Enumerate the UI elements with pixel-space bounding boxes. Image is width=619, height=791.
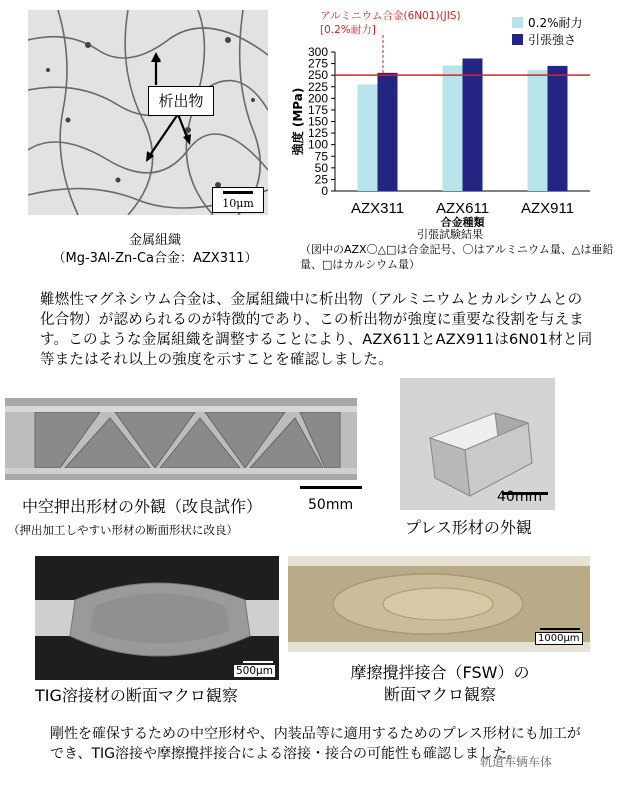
press-scale-label: 40mm [497,489,543,505]
y-tick-label: 50 [314,160,328,175]
reference-label-line1: アルミニウム合金(6N01)(JIS) [320,10,461,22]
watermark: 轨道车辆车体 [480,755,553,769]
micrograph-caption [20,232,290,268]
extrusion-scale-bar [300,486,362,489]
micrograph-caption-title: 金属組織 [128,233,181,248]
precipitate-callout: 析出物 [148,86,214,116]
y-tick-label: 100 [307,137,328,152]
y-tick-label: 75 [314,149,328,164]
fsw-caption [340,662,540,706]
bar-AZX911-tensile [548,66,568,191]
x-tick-label: AZX911 [520,200,575,217]
fsw-scale-bar [540,628,580,630]
y-tick-label: 225 [307,79,328,94]
y-tick-label: 300 [307,45,328,59]
x-tick-label: AZX311 [350,200,405,217]
micrograph-scale-label: 10μm [222,197,254,210]
chart-caption [300,227,619,272]
extrusion-scale-label: 50mm [308,497,354,513]
extrusion-caption: 中空押出形材の外観（改良試作） [22,497,263,516]
reference-label-line2: [0.2%耐力] [320,24,376,36]
fsw-caption-line2: 断面マクロ観察 [383,685,496,704]
bar-AZX911-yield [528,70,548,191]
hollow-extrusion-photo [5,398,357,480]
y-axis-label: 強度 (MPa) [291,87,305,156]
bar-AZX611-tensile [463,58,483,191]
body-paragraph-2: 剛性を確保するための中空形材や、内装品等に適用するためのプレス形材にも加工ができ、TIG溶接や摩擦攪拌接合による溶接・接合の可能性も確認しました。 [50,726,581,762]
press-caption: プレス形材の外観 [405,518,532,537]
legend-swatch-1 [512,34,523,45]
micrograph-scale-bar [212,187,264,213]
x-tick-label: AZX611 [435,200,490,217]
legend-label-1: 引張強さ [528,33,577,47]
tig-scale-label: 500μm [236,665,273,677]
chart-caption-title: 引張試験結果 [417,228,483,241]
strength-chart [290,5,610,227]
y-tick-label: 25 [314,172,328,187]
x-axis-label: 合金種類 [440,216,485,227]
legend-label-0: 0.2%耐力 [528,16,583,30]
y-tick-label: 275 [307,56,328,71]
y-tick-label: 125 [307,126,328,141]
tig-caption: TIG溶接材の断面マクロ観察 [35,686,238,705]
bar-AZX311-yield [358,84,378,191]
legend-swatch-0 [512,17,523,28]
y-tick-label: 175 [307,102,328,117]
bar-AZX611-yield [443,65,463,191]
body-paragraph-1: 難燃性マグネシウム合金は、金属組織中に析出物（アルミニウムとカルシウムとの化合物）が認められるのが特徴的であり、この析出物が強度に重要な役割を与えます。このような金属組織を調整することにより、AZX611とAZX911は6N01材と同等またはそれ以上の強度を示すことを確認しました。 [40,292,593,368]
fsw-caption-line1: 摩擦攪拌接合（FSW）の [350,663,530,682]
chart-caption-note: （図中のAZX〇△□は合金記号、〇はアルミニウム量、△は亜鉛量、□はカルシウム量） [300,243,614,271]
y-tick-label: 200 [307,91,328,106]
y-tick-label: 0 [321,184,328,198]
bar-AZX311-tensile [378,73,398,191]
fsw-scale-label: 1000μm [535,632,583,645]
extrusion-illustration [5,398,357,480]
extrusion-subcaption: （押出加工しやすい形材の断面形状に改良） [8,523,238,537]
y-tick-label: 250 [307,68,328,83]
y-tick-label: 150 [307,114,328,129]
tig-scale-bar [243,661,273,663]
micrograph-caption-sub: （Mg-3Al-Zn-Ca合金：AZX311） [52,251,258,266]
